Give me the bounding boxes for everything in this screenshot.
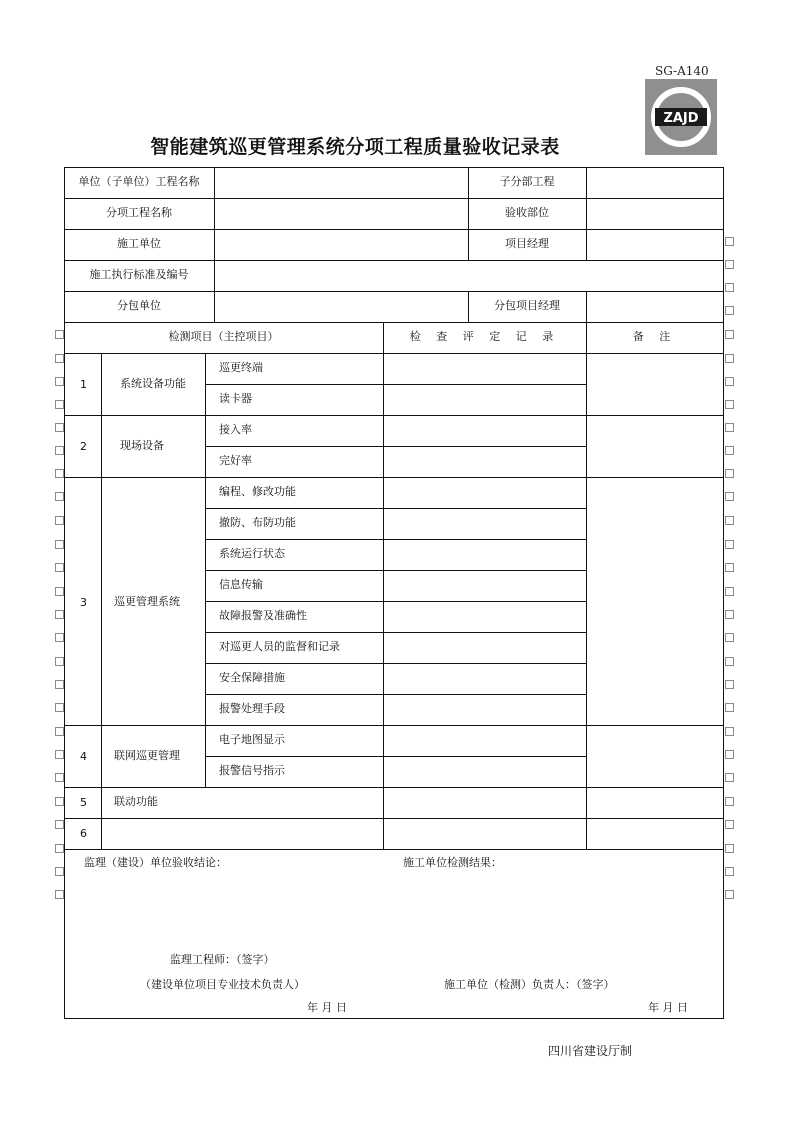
- checkbox[interactable]: [55, 750, 64, 759]
- standard-label: 施工执行标准及编号: [89, 268, 189, 281]
- checkbox[interactable]: [725, 237, 734, 246]
- border-top: [64, 167, 724, 168]
- checkbox[interactable]: [55, 469, 64, 478]
- check-item: 撤防、布防功能: [219, 516, 296, 529]
- group-name: 系统设备功能: [120, 377, 186, 390]
- grid-line: [64, 849, 724, 850]
- construction-result-label: 施工单位检测结果：: [403, 856, 502, 869]
- supervisor-role-label: （建设单位项目专业技术负责人）: [140, 978, 305, 991]
- checkbox[interactable]: [725, 354, 734, 363]
- checkbox[interactable]: [725, 587, 734, 596]
- checkbox[interactable]: [55, 703, 64, 712]
- grid-line: [586, 322, 587, 850]
- checkbox[interactable]: [725, 727, 734, 736]
- checkbox[interactable]: [55, 330, 64, 339]
- checkbox[interactable]: [55, 657, 64, 666]
- grid-line: [101, 353, 102, 850]
- check-item: 接入率: [219, 423, 252, 436]
- group-no: 6: [80, 827, 87, 840]
- checkbox[interactable]: [725, 260, 734, 269]
- checkbox[interactable]: [725, 423, 734, 432]
- checkbox[interactable]: [55, 727, 64, 736]
- checkbox[interactable]: [55, 492, 64, 501]
- construction-unit-label: 施工单位: [117, 237, 161, 250]
- group-no: 5: [80, 796, 87, 809]
- grid-line: [64, 725, 724, 726]
- grid-line: [205, 384, 587, 385]
- checkbox[interactable]: [725, 750, 734, 759]
- checkbox[interactable]: [725, 516, 734, 525]
- supervision-conclusion-label: 监理（建设）单位验收结论：: [84, 856, 227, 869]
- checkbox[interactable]: [725, 283, 734, 292]
- checkbox[interactable]: [55, 773, 64, 782]
- checkbox[interactable]: [55, 820, 64, 829]
- project-manager-label: 项目经理: [505, 237, 549, 250]
- col-items-header: 检测项目（主控项目）: [168, 330, 279, 343]
- grid-line: [383, 322, 384, 850]
- checkbox[interactable]: [725, 563, 734, 572]
- grid-line: [64, 477, 724, 478]
- grid-line: [205, 601, 587, 602]
- grid-line: [64, 818, 724, 819]
- check-item: 信息传输: [219, 578, 263, 591]
- grid-line: [64, 291, 724, 292]
- col-record-header: 检 查 评 定 记 录: [409, 330, 560, 343]
- checkbox[interactable]: [725, 377, 734, 386]
- check-item: 电子地图显示: [219, 733, 285, 746]
- group-no: 4: [80, 750, 87, 763]
- check-item: 编程、修改功能: [219, 485, 296, 498]
- grid-line: [64, 353, 724, 354]
- checkbox[interactable]: [725, 330, 734, 339]
- border-left: [64, 167, 65, 1019]
- checkbox[interactable]: [55, 377, 64, 386]
- grid-line: [64, 198, 724, 199]
- checkbox[interactable]: [725, 703, 734, 712]
- date-right: 年 月 日: [648, 1001, 688, 1014]
- grid-line: [205, 756, 587, 757]
- check-item: 报警信号指示: [219, 764, 285, 777]
- checkbox[interactable]: [55, 797, 64, 806]
- grid-line: [586, 167, 587, 260]
- checkbox[interactable]: [55, 423, 64, 432]
- checkbox[interactable]: [55, 587, 64, 596]
- group-no: 1: [80, 378, 87, 391]
- grid-line: [205, 508, 587, 509]
- grid-line: [64, 260, 724, 261]
- page-title: 智能建筑巡更管理系统分项工程质量验收记录表: [150, 136, 560, 158]
- check-item: 巡更终端: [219, 361, 263, 374]
- sub-item-label: 分项工程名称: [106, 206, 172, 219]
- grid-line: [205, 539, 587, 540]
- supervisor-sign-label: 监理工程师：（签字）: [170, 953, 275, 966]
- col-note-header: 备 注: [632, 330, 677, 343]
- checkbox[interactable]: [55, 890, 64, 899]
- checkbox[interactable]: [55, 844, 64, 853]
- border-bottom: [64, 1018, 724, 1019]
- check-item: 故障报警及准确性: [219, 609, 307, 622]
- checkbox[interactable]: [55, 354, 64, 363]
- subcontract-manager-label: 分包项目经理: [494, 299, 560, 312]
- check-item: 安全保障措施: [219, 671, 285, 684]
- acceptance-part-label: 验收部位: [505, 206, 549, 219]
- checkbox[interactable]: [55, 563, 64, 572]
- issuer-footer: 四川省建设厅制: [548, 1044, 633, 1058]
- checkbox[interactable]: [725, 540, 734, 549]
- grid-line: [64, 229, 724, 230]
- checkbox[interactable]: [725, 867, 734, 876]
- checkbox[interactable]: [725, 773, 734, 782]
- checkbox[interactable]: [725, 657, 734, 666]
- grid-line: [205, 663, 587, 664]
- grid-line: [205, 570, 587, 571]
- checkbox[interactable]: [725, 844, 734, 853]
- checkbox[interactable]: [725, 820, 734, 829]
- form-code: SG-A140: [655, 64, 709, 78]
- grid-line: [64, 415, 724, 416]
- grid-line: [214, 167, 215, 322]
- group-name: 现场设备: [120, 439, 164, 452]
- subcontractor-label: 分包单位: [117, 299, 161, 312]
- grid-line: [205, 446, 587, 447]
- checkbox[interactable]: [725, 469, 734, 478]
- check-item: 报警处理手段: [219, 702, 285, 715]
- check-item: 读卡器: [219, 392, 252, 405]
- checkbox[interactable]: [55, 680, 64, 689]
- checkbox[interactable]: [725, 610, 734, 619]
- grid-line: [205, 694, 587, 695]
- checkbox[interactable]: [725, 492, 734, 501]
- grid-line: [205, 632, 587, 633]
- checkbox[interactable]: [725, 680, 734, 689]
- group-name: 联网巡更管理: [114, 749, 180, 762]
- checkbox[interactable]: [725, 633, 734, 642]
- checkbox[interactable]: [55, 540, 64, 549]
- group-no: 2: [80, 440, 87, 453]
- group-name: 巡更管理系统: [114, 595, 180, 608]
- sub-division-label: 子分部工程: [499, 175, 555, 188]
- checkbox[interactable]: [55, 400, 64, 409]
- checkbox[interactable]: [725, 306, 734, 315]
- check-item: 系统运行状态: [219, 547, 285, 560]
- checkbox[interactable]: [725, 797, 734, 806]
- group-no: 3: [80, 596, 87, 609]
- checkbox[interactable]: [55, 633, 64, 642]
- check-item: 完好率: [219, 454, 252, 467]
- checkbox[interactable]: [55, 610, 64, 619]
- checkbox[interactable]: [725, 446, 734, 455]
- constructor-sign-label: 施工单位（检测）负责人：（签字）: [444, 978, 615, 991]
- grid-line: [64, 322, 724, 323]
- check-item: 对巡更人员的监督和记录: [219, 640, 340, 653]
- checkbox[interactable]: [55, 867, 64, 876]
- grid-line: [64, 787, 724, 788]
- logo-text: ZAJD: [663, 111, 699, 126]
- checkbox[interactable]: [725, 890, 734, 899]
- date-left: 年 月 日: [307, 1001, 347, 1014]
- checkbox[interactable]: [55, 516, 64, 525]
- grid-line: [586, 291, 587, 322]
- checkbox[interactable]: [55, 446, 64, 455]
- group-name: 联动功能: [114, 795, 158, 808]
- unit-project-label: 单位（子单位）工程名称: [78, 175, 200, 188]
- border-right: [723, 167, 724, 1019]
- checkbox[interactable]: [725, 400, 734, 409]
